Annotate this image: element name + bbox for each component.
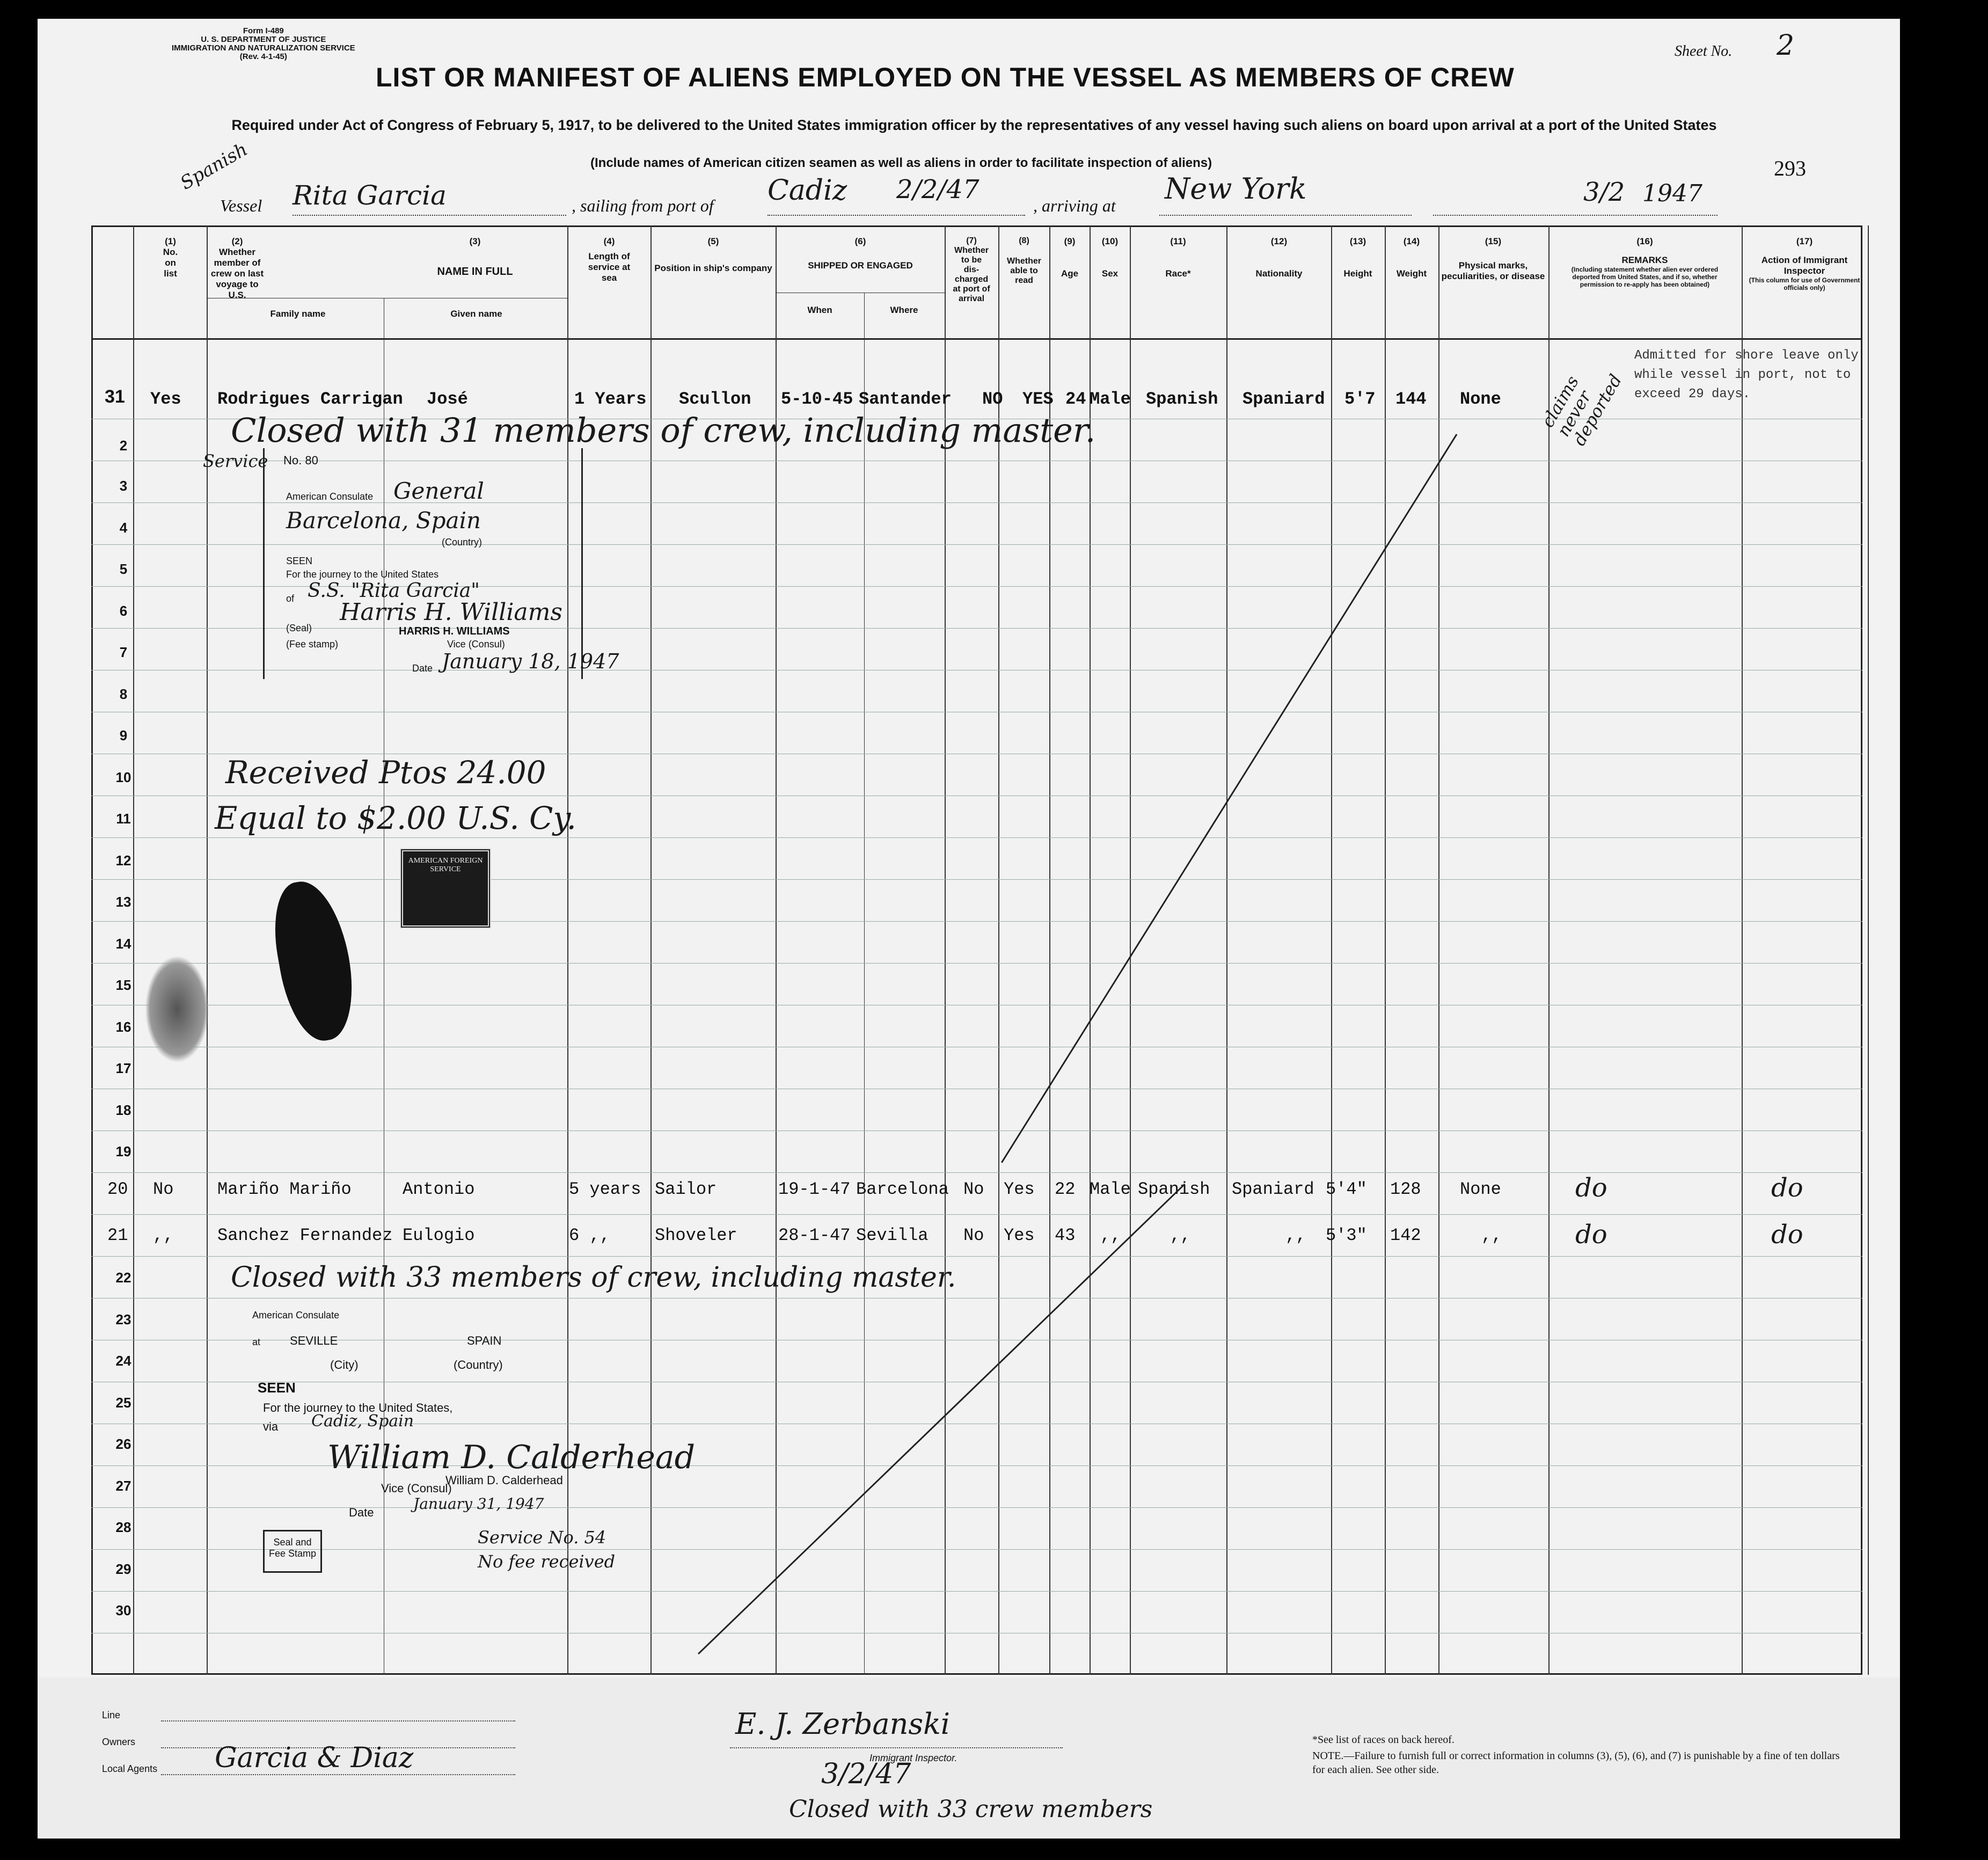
family-name: Sanchez Fernandez	[217, 1226, 393, 1245]
row-number-label: 11	[116, 811, 131, 827]
engaged-where: Sevilla	[856, 1226, 929, 1245]
weight: 128	[1390, 1179, 1421, 1199]
stamp2-journey: For the journey to the United States,	[263, 1401, 453, 1414]
row-number-label: 19	[115, 1143, 131, 1159]
sex: ,,	[1100, 1226, 1121, 1245]
agents-underline	[161, 1774, 515, 1775]
stamp2-date-label: Date	[349, 1506, 374, 1519]
col-2-header: (2) Whether member of crew on last voyage to U.S.	[210, 236, 264, 300]
stamp2-city-label: (City)	[330, 1358, 359, 1372]
stamp-date-label: Date	[412, 663, 433, 674]
port-from: Cadiz	[768, 174, 847, 207]
fee-stamp	[400, 848, 491, 929]
age: 24	[1065, 389, 1086, 409]
col-10-header: (10) Sex	[1101, 236, 1119, 279]
engaged-when: 5-10-45	[781, 389, 853, 409]
given-name-header: Given name	[450, 309, 502, 319]
race: Spanish	[1146, 389, 1218, 409]
family-name: Mariño Mariño	[217, 1179, 352, 1199]
given-name: José	[427, 389, 468, 409]
page-stamp-number: 293	[1774, 156, 1806, 180]
nationality: Spaniard	[1232, 1179, 1314, 1199]
race-note: *See list of races on back hereof.	[1312, 1734, 1455, 1746]
col-line	[1385, 225, 1386, 1675]
revision: (Rev. 4-1-45)	[239, 52, 287, 61]
physical-marks: ,,	[1481, 1226, 1502, 1245]
row-number-label: 3	[119, 478, 128, 494]
engaged-when: 28-1-47	[778, 1226, 851, 1245]
col-line	[1331, 225, 1332, 1675]
col-3-header: (3) NAME IN FULL	[437, 236, 513, 278]
row-number-label: 30	[115, 1602, 131, 1618]
able-to-read: YES	[1022, 389, 1054, 409]
row-number-label: 8	[119, 686, 128, 702]
row-number-label: 17	[115, 1060, 131, 1076]
stamp-fee: (Fee stamp)	[286, 639, 339, 650]
engaged-when: 19-1-47	[778, 1179, 851, 1199]
line-underline	[161, 1720, 515, 1722]
row-rule	[91, 1256, 1862, 1257]
stamp2-country: SPAIN	[467, 1334, 502, 1347]
engaged-where: Santander	[859, 389, 952, 409]
received-note: Received Ptos 24.00	[225, 754, 546, 791]
document-title: LIST OR MANIFEST OF ALIENS EMPLOYED ON THE VESSEL AS MEMBERS OF CREW	[376, 62, 1515, 92]
inspector-date: 3/2/47	[821, 1758, 911, 1790]
row-number-label: 13	[115, 894, 131, 910]
col-line	[1226, 225, 1227, 1675]
col-line	[864, 293, 865, 1675]
owners-label: Owners	[102, 1737, 136, 1747]
ink-smudge	[145, 955, 209, 1063]
row-number-label: 4	[119, 520, 128, 536]
height: 5'3"	[1326, 1226, 1367, 1245]
stamp2-seen: SEEN	[258, 1380, 296, 1396]
race: Spanish	[1138, 1179, 1210, 1199]
stamp-date: January 18, 1947	[442, 650, 619, 673]
department: U. S. DEPARTMENT OF JUSTICE	[201, 35, 326, 44]
row-number-label: 14	[115, 936, 131, 952]
row-number-label: 22	[115, 1270, 131, 1286]
document-subtitle: Required under Act of Congress of February 5, 1917, to be delivered to the United States immigration officer by the representatives of any vessel having such aliens on board upon arrival at a port of the United States	[231, 117, 1717, 133]
length-of-service: 5 years	[569, 1179, 641, 1199]
family-name-header: Family name	[270, 309, 326, 319]
closed-33-note: Closed with 33 members of crew, including master.	[231, 1261, 956, 1294]
row-number-label: 12	[115, 852, 131, 869]
header-divider	[91, 338, 1862, 340]
row-number-label: 10	[115, 769, 131, 785]
inspector-action: Admitted for shore leave only while vessel in port, not to exceed 29 days.	[1634, 348, 1859, 402]
stamp-city: Barcelona, Spain	[286, 507, 481, 534]
equal-note: Equal to $2.00 U.S. Cy.	[215, 800, 576, 836]
stamp2-signature: William D. Calderhead	[327, 1439, 696, 1476]
row-number-label: 16	[115, 1019, 131, 1035]
row-number-label: 9	[119, 727, 128, 743]
row-number-label: 15	[115, 977, 131, 993]
port-to: New York	[1165, 172, 1307, 206]
row-number-label: 27	[115, 1478, 131, 1494]
col-17-header: (17) Action of Immigrant Inspector (This column for use of Government officials only)	[1749, 236, 1860, 291]
col-9-header: (9) Age	[1061, 236, 1079, 279]
where-header: Where	[890, 305, 918, 315]
stamp-seal: (Seal)	[286, 623, 312, 633]
stamp-consulate: American Consulate	[286, 491, 374, 502]
stamp2-service-note: Service No. 54	[478, 1527, 606, 1548]
row-number-label: 18	[115, 1102, 131, 1118]
last-voyage: ,,	[153, 1226, 174, 1245]
col-4-header: (4) Length of service at sea	[588, 236, 631, 283]
col-line	[1548, 225, 1550, 1675]
stamp2-consul-title: Vice (Consul)	[381, 1482, 452, 1495]
col-12-header: (12) Nationality	[1255, 236, 1303, 279]
age: 43	[1055, 1226, 1076, 1245]
nationality: ,,	[1285, 1226, 1306, 1245]
sailing-label: , sailing from port of	[572, 196, 714, 215]
row-number-label: 24	[115, 1353, 131, 1369]
row-number-label: 28	[115, 1519, 131, 1535]
stamp2-at: at	[252, 1337, 261, 1347]
col-7-header: (7) Whether to be dis-charged at port of arrival	[953, 236, 990, 303]
length-of-service: 6 ,,	[569, 1226, 610, 1245]
agents-label: Local Agents	[102, 1763, 158, 1774]
row-number-label: 25	[115, 1395, 131, 1411]
row-number-label: 2	[119, 437, 128, 454]
vessel-name: Rita Garcia	[293, 180, 447, 211]
inspector-action: do	[1771, 1173, 1803, 1203]
inspector-underline	[730, 1747, 1063, 1748]
length-of-service: 1 Years	[574, 389, 647, 409]
row-rule	[91, 1214, 1862, 1215]
col-8-header: (8) Whether able to read	[1007, 236, 1041, 285]
height: 5'4"	[1326, 1179, 1367, 1199]
remarks: claims never deported	[1537, 370, 1626, 449]
col-14-header: (14) Weight	[1396, 236, 1427, 279]
stamp2-fee-note: No fee received	[478, 1551, 616, 1572]
col-line	[1742, 225, 1743, 1675]
row-number-label: 5	[119, 561, 128, 577]
discharged: No	[963, 1226, 984, 1245]
stamp-country-label: (Country)	[442, 537, 483, 548]
col-line	[1130, 225, 1131, 1675]
physical-marks: None	[1460, 1179, 1501, 1199]
col-13-header: (13) Height	[1343, 236, 1372, 279]
date-from: 2/2/47	[896, 174, 980, 205]
sex: Male	[1090, 389, 1131, 409]
stamp2-consul-name: William D. Calderhead	[445, 1474, 563, 1487]
remarks: do	[1575, 1173, 1607, 1203]
col-1-header: (1) No. on list	[163, 236, 178, 279]
consular-stamp-seville	[252, 1310, 696, 1610]
col-line	[1868, 225, 1869, 1675]
col-16-header: (16) REMARKS (Including statement whether alien ever ordered deported from United States, and if so, whether permission to re-apply has been obtained)	[1571, 236, 1719, 288]
family-name: Rodrigues Carrigan	[217, 389, 403, 409]
fee-stamp-text: AMERICAN FOREIGN SERVICE	[408, 857, 483, 873]
discharged: No	[963, 1179, 984, 1199]
stamp2-via: via	[263, 1420, 279, 1433]
row-number: 31	[105, 386, 125, 407]
row-number-label: 7	[119, 644, 128, 660]
form-id-block	[172, 27, 355, 61]
inclusion-note: (Include names of American citizen seamen as well as aliens in order to facilitate inspection of aliens)	[590, 156, 1212, 170]
stamp2-via-place: Cadiz, Spain	[311, 1412, 414, 1431]
last-voyage: Yes	[150, 389, 181, 409]
vessel-underline	[293, 215, 566, 216]
row-number-label: 23	[115, 1311, 131, 1327]
race: ,,	[1170, 1226, 1191, 1245]
col-line	[1438, 225, 1439, 1675]
arriving-label: , arriving at	[1033, 196, 1116, 215]
row-rule	[91, 1130, 1862, 1131]
able-to-read: Yes	[1004, 1179, 1035, 1199]
row-number-label: 29	[115, 1561, 131, 1577]
service-name: IMMIGRATION AND NATURALIZATION SERVICE	[172, 43, 355, 53]
row-rule	[91, 1298, 1862, 1299]
when-header: When	[807, 305, 832, 315]
stamp-service-number: No. 80	[283, 454, 318, 467]
last-voyage: No	[153, 1179, 174, 1199]
weight: 142	[1390, 1226, 1421, 1245]
closed-31-note: Closed with 31 members of crew, including master.	[231, 411, 1096, 450]
physical-marks: None	[1460, 389, 1501, 409]
position: Scullon	[679, 389, 751, 409]
row-rule	[91, 921, 1862, 922]
sheet-number: 2	[1777, 30, 1795, 62]
weight: 144	[1395, 389, 1427, 409]
engaged-where: Barcelona	[856, 1179, 949, 1199]
row-number: 21	[107, 1226, 128, 1245]
sheet-label: Sheet No.	[1675, 43, 1733, 60]
stamp-signature: Harris H. Williams	[340, 599, 562, 626]
consular-stamp-barcelona	[203, 448, 619, 679]
age: 22	[1055, 1179, 1076, 1199]
stamp-seen: SEEN	[286, 556, 313, 566]
row-number: 20	[107, 1179, 128, 1199]
stamp2-seal-box: Seal and Fee Stamp	[263, 1530, 322, 1573]
port-to-underline	[1159, 215, 1412, 216]
stamp-consulate-general: General	[393, 478, 484, 504]
height: 5'7	[1344, 389, 1376, 409]
inspector-label: Immigrant Inspector.	[869, 1753, 958, 1763]
date-underline	[1433, 215, 1717, 216]
line-label: Line	[102, 1710, 121, 1720]
form-number: Form I-489	[243, 26, 284, 35]
arrival-date: 3/2	[1583, 177, 1625, 207]
able-to-read: Yes	[1004, 1226, 1035, 1245]
position: Shoveler	[655, 1226, 737, 1245]
row-number-label: 6	[119, 603, 128, 619]
stamp-consul-title: Vice (Consul)	[447, 639, 505, 650]
position: Sailor	[655, 1179, 717, 1199]
col-11-header: (11) Race*	[1165, 236, 1191, 279]
row-number-label: 26	[115, 1436, 131, 1452]
col-6-header: (6) SHIPPED OR ENGAGED	[808, 236, 913, 271]
row-rule	[91, 963, 1862, 964]
vessel-label: Vessel	[220, 196, 262, 215]
stamp2-date: January 31, 1947	[413, 1495, 544, 1513]
stamp2-country-label: (Country)	[454, 1358, 503, 1372]
inspector-action: do	[1771, 1220, 1803, 1250]
row-rule	[91, 837, 1862, 838]
remarks: do	[1575, 1220, 1607, 1250]
stamp-ship-name: S.S. "Rita Garcia"	[308, 580, 480, 602]
inspector-signature: E. J. Zerbanski	[735, 1707, 951, 1741]
stamp2-city: SEVILLE	[290, 1334, 338, 1347]
local-agents: Garcia & Diaz	[215, 1742, 414, 1774]
arrival-year: 1947	[1642, 180, 1702, 207]
sex: Male	[1090, 1179, 1131, 1199]
col-15-header: (15) Physical marks, peculiarities, or disease	[1441, 236, 1545, 281]
footer-closed-note: Closed with 33 crew members	[789, 1796, 1153, 1823]
col-line	[207, 225, 208, 1675]
col-5-header: (5) Position in ship's company	[654, 236, 772, 273]
nationality: Spaniard	[1242, 389, 1325, 409]
stamp-journey: For the journey to the United States	[286, 569, 439, 580]
row-rule	[91, 879, 1862, 880]
penalty-note: NOTE.—Failure to furnish full or correct information in columns (3), (5), (6), and (7) is punishable by a fine of ten dollars for each alien. See other side.	[1312, 1750, 1840, 1776]
flag-handwritten: Spanish	[177, 138, 252, 194]
given-name: Eulogio	[403, 1226, 475, 1245]
port-from-underline	[768, 215, 1025, 216]
given-name: Antonio	[403, 1179, 475, 1199]
stamp-service-label: Service	[203, 451, 268, 471]
stamp-of: of	[286, 593, 295, 604]
stamp-consul-name: HARRIS H. WILLIAMS	[399, 625, 510, 637]
discharged: NO	[982, 389, 1003, 409]
stamp2-consulate: American Consulate	[252, 1310, 340, 1321]
